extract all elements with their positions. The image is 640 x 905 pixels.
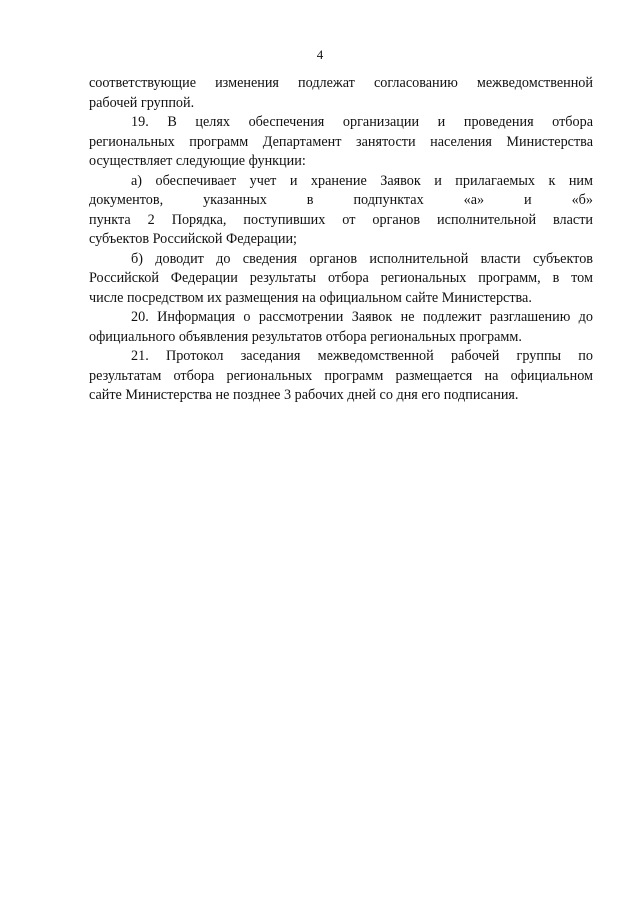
text-line: региональных программ Департамент занятости населения Министерства — [89, 133, 593, 150]
paragraph-item-21 — [89, 347, 593, 406]
text-line: соответствующие изменения подлежат согласованию межведомственной — [89, 75, 593, 91]
text-line: сайте Министерства не позднее 3 рабочих дней со дня его подписания. — [89, 387, 519, 403]
paragraph-continuation — [89, 74, 593, 113]
text-line: Российской Федерации результаты отбора региональных программ, в том — [89, 270, 593, 286]
text-line: документов, указанных в подпунктах «а» и «б» — [89, 192, 593, 208]
text-line: рабочей группой. — [89, 94, 195, 111]
text-line: официального объявления результатов отбора региональных программ. — [89, 328, 522, 345]
text-line: числе посредством их размещения на официальном сайте Министерства. — [89, 289, 532, 306]
text-line: а) обеспечивает учет и хранение Заявок и прилагаемых к ним — [131, 172, 593, 189]
text-line: б) доводит до сведения органов исполнительной власти субъектов — [131, 250, 593, 267]
paragraph-subitem-b — [89, 250, 593, 309]
page-number: 4 — [316, 47, 324, 62]
text-line: осуществляет следующие функции: — [89, 153, 306, 169]
text-line: 20. Информация о рассмотрении Заявок не подлежит разглашению до — [131, 309, 593, 325]
text-line: субъектов Российской Федерации; — [89, 231, 297, 247]
text-line: 21. Протокол заседания межведомственной рабочей группы по — [131, 348, 593, 364]
paragraph-subitem-a — [89, 172, 593, 250]
text-line: 19. В целях обеспечения организации и проведения отбора — [131, 114, 593, 130]
text-line: пункта 2 Порядка, поступивших от органов исполнительной власти — [89, 211, 593, 228]
paragraph-item-19 — [89, 113, 593, 172]
document-body — [89, 74, 593, 406]
text-line: результатам отбора региональных программ размещается на официальном — [89, 367, 593, 384]
paragraph-item-20 — [89, 308, 593, 347]
